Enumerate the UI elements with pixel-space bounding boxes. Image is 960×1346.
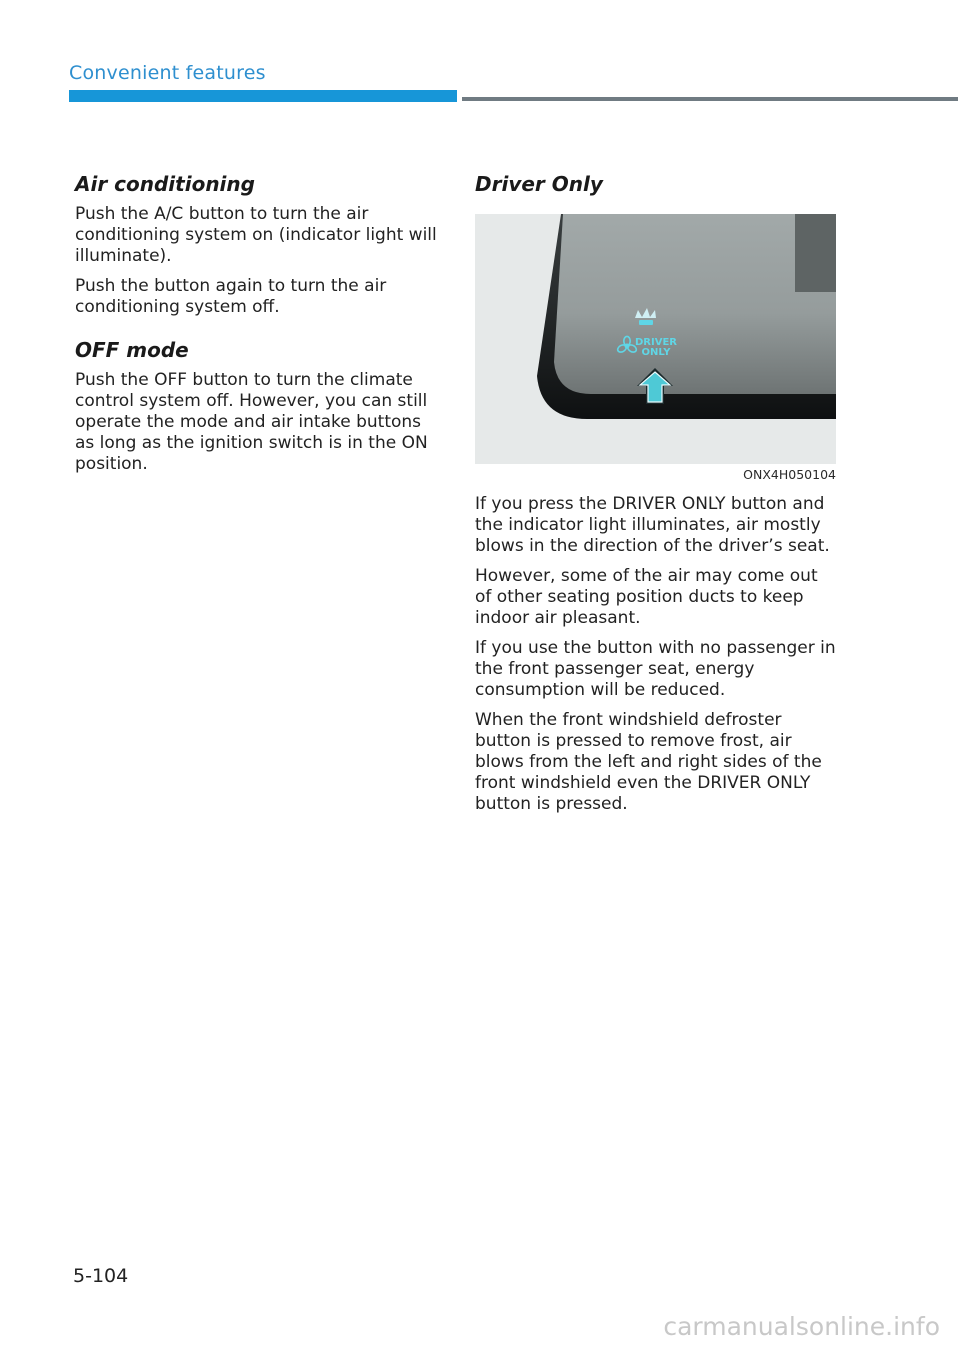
right-column <box>475 172 837 824</box>
console-illustration <box>475 214 836 464</box>
paragraph-ac-2: Push the button again to turn the air conditioning system off. <box>75 276 387 317</box>
paragraph-driver-2: However, some of the air may come out of other seating position ducts to keep indoor air pleasant. <box>475 566 818 628</box>
left-column <box>75 172 443 484</box>
heading-air-conditioning: Air conditioning <box>75 172 255 196</box>
paragraph-driver-1: If you press the DRIVER ONLY button and the indicator light illuminates, air mostly blows in the direction of the driver’s seat. <box>475 494 830 556</box>
section-label: Convenient features <box>69 62 266 84</box>
heading-off-mode: OFF mode <box>75 338 189 362</box>
driver-only-figure <box>475 214 836 464</box>
button-text-only: ONLY <box>641 347 671 358</box>
header-rule-blue <box>69 90 457 102</box>
paragraph-driver-3: If you use the button with no passenger in the front passenger seat, energy consumption will be reduced. <box>475 638 836 700</box>
paragraph-ac-1: Push the A/C button to turn the air conditioning system on (indicator light will illuminate). <box>75 204 437 266</box>
header-rule-gray <box>462 97 958 101</box>
watermark: carmanualsonline.info <box>663 1312 940 1341</box>
paragraph-driver-4: When the front windshield defroster button is pressed to remove frost, air blows from the left and right sides of the front windshield even the DRIVER ONLY button is pressed. <box>475 710 822 814</box>
paragraph-off-1: Push the OFF button to turn the climate control system off. However, you can still operate the mode and air intake buttons as long as the ignition switch is in the ON position. <box>75 370 428 474</box>
page-number: 5-104 <box>73 1265 129 1287</box>
heading-driver-only: Driver Only <box>475 172 603 196</box>
figure-caption: ONX4H050104 <box>743 467 836 482</box>
button-text-driver: DRIVER <box>635 337 677 348</box>
